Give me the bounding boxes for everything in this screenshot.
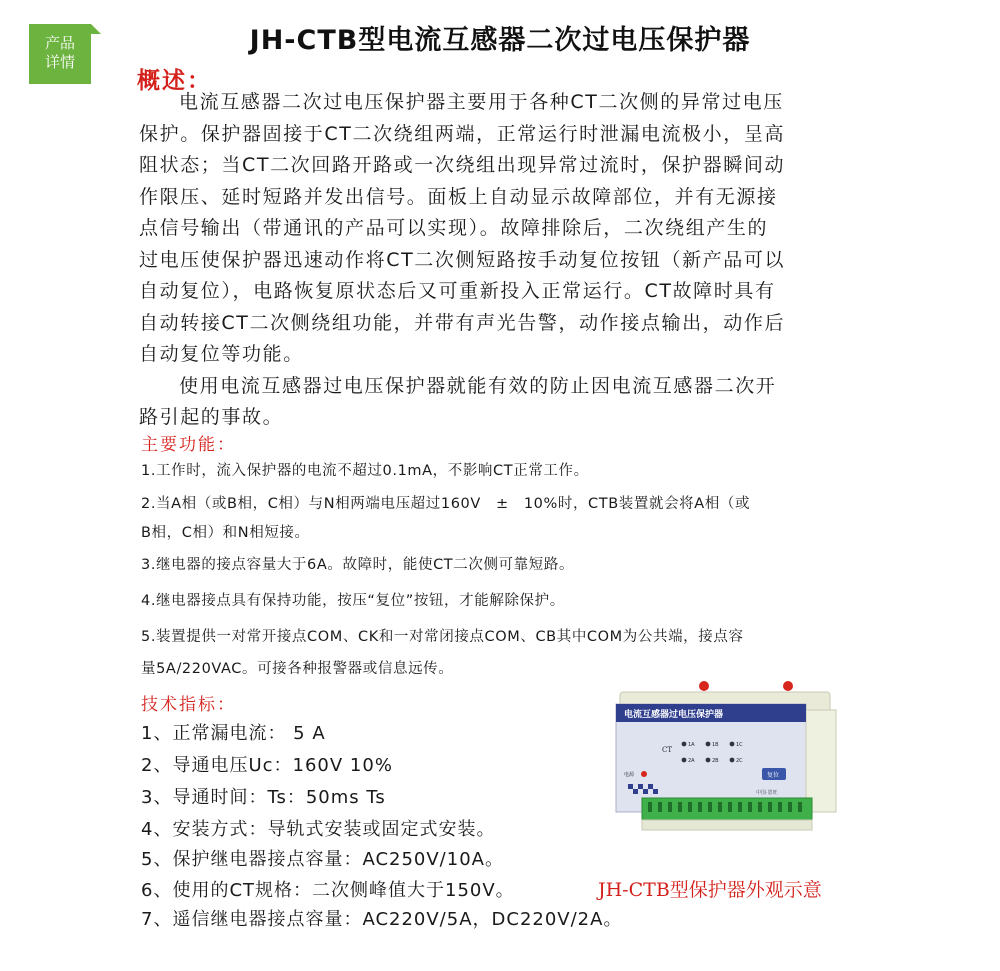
led-label: 2C xyxy=(736,758,743,764)
spec-item: 5、保护继电器接点容量：AC250V/10A。 xyxy=(141,849,504,870)
ct-label: CT xyxy=(662,746,673,754)
led-label: 2B xyxy=(712,758,719,764)
function-item: 4.继电器接点具有保持功能，按压“复位”按钮，才能解除保护。 xyxy=(141,593,565,609)
overview-line: 作限压、延时短路并发出信号。面板上自动显示故障部位，并有无源接 xyxy=(139,185,778,208)
spec-item: 4、安装方式：导轨式安装或固定式安装。 xyxy=(141,819,496,840)
top-terminal-screw-icon xyxy=(783,681,793,691)
function-item: B相，C相）和N相短接。 xyxy=(141,525,310,541)
function-item: 1.工作时，流入保护器的电流不超过0.1mA，不影响CT正常工作。 xyxy=(141,463,589,479)
device-panel-title: 电流互感器过电压保护器 xyxy=(624,710,724,720)
power-led-icon xyxy=(641,771,647,777)
overview-line: 路引起的事故。 xyxy=(139,406,284,428)
page-title: JH-CTB型电流互感器二次过电压保护器 xyxy=(249,25,751,56)
led-label: 1C xyxy=(736,742,743,748)
led-label: 1B xyxy=(712,742,719,748)
function-item: 量5A/220VAC。可接各种报警器或信息远传。 xyxy=(141,661,454,677)
overview-line: 自动复位），电路恢复原状态后又可重新投入正常运行。CT故障时具有 xyxy=(139,280,776,302)
overview-line: 自动转接CT二次侧绕组功能，并带有声光告警，动作接点输出，动作后 xyxy=(139,311,786,334)
device-illustration xyxy=(612,680,842,840)
reset-label: 复位 xyxy=(767,772,780,779)
overview-paragraph xyxy=(139,87,839,434)
device-caption: JH-CTB型保护器外观示意 xyxy=(598,879,822,901)
overview-line: 电流互感器二次过电压保护器主要用于各种CT二次侧的异常过电压 xyxy=(179,91,784,113)
power-label: 电源 xyxy=(624,772,635,778)
function-item: 5.装置提供一对常开接点COM、CK和一对常闭接点COM、CB其中COM为公共端，接点容 xyxy=(141,629,744,645)
overview-line: 阻状态；当CT二次回路开路或一次绕组出现异常过流时，保护器瞬间动 xyxy=(139,154,786,176)
brand-label: 中国·恩旺 xyxy=(756,790,778,796)
overview-line: 过电压使保护器迅速动作将CT二次侧短路按手动复位按钮（新产品可以 xyxy=(139,248,786,271)
overview-line: 保护。保护器固接于CT二次绕组两端，正常运行时泄漏电流极小，呈高 xyxy=(139,122,786,145)
terminal-block xyxy=(642,798,812,820)
overview-line: 自动复位等功能。 xyxy=(139,343,304,365)
spec-item: 3、导通时间：Ts：50ms Ts xyxy=(141,787,386,808)
led-label: 2A xyxy=(688,758,695,764)
overview-heading: 概述： xyxy=(137,68,212,94)
spec-item: 6、使用的CT规格：二次侧峰值大于150V。 xyxy=(141,880,515,901)
specs-heading: 技术指标： xyxy=(141,695,236,715)
overview-line: 使用电流互感器过电压保护器就能有效的防止因电流互感器二次开 xyxy=(179,374,777,397)
function-item: 2.当A相（或B相，C相）与N相两端电压超过160V ± 10%时，CTB装置就会将A相（或 xyxy=(141,496,751,512)
overview-line: 点信号输出（带通讯的产品可以实现）。故障排除后，二次绕组产生的 xyxy=(139,217,769,239)
functions-heading: 主要功能： xyxy=(141,435,236,455)
spec-item: 7、遥信继电器接点容量：AC220V/5A，DC220V/2A。 xyxy=(141,909,623,930)
top-terminal-screw-icon xyxy=(699,681,709,691)
tag-line-2: 详情 xyxy=(44,53,75,71)
spec-item: 2、导通电压Uc：160V 10% xyxy=(141,755,393,776)
led-label: 1A xyxy=(688,742,695,748)
function-item: 3.继电器的接点容量大于6A。故障时，能使CT二次侧可靠短路。 xyxy=(141,557,575,573)
spec-item: 1、正常漏电流： 5 A xyxy=(141,723,326,744)
tag-line-1: 产品 xyxy=(44,34,75,52)
